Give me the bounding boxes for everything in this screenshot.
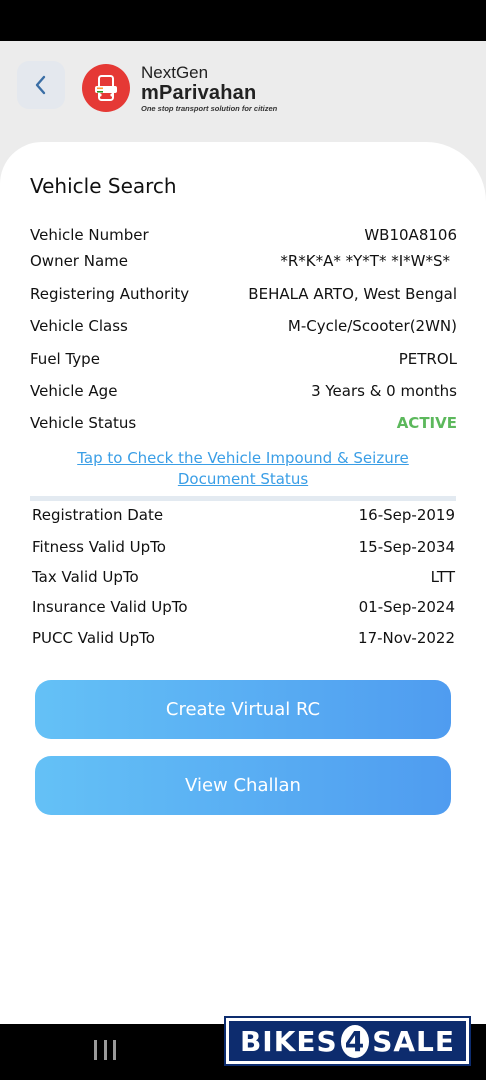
validity-row-tax [32,566,455,588]
detail-row-registering-authority [30,283,457,305]
validity-value: 15-Sep-2034 [358,538,455,556]
vehicle-search-card [0,142,486,1024]
brand-top: NextGen [141,63,209,82]
detail-value: BEHALA ARTO, West Bengal [248,285,457,303]
detail-label: Vehicle Class [30,317,128,335]
validity-label: Tax Valid UpTo [32,568,139,586]
validity-value: 16-Sep-2019 [358,506,455,524]
app-header [0,41,486,151]
brand-tagline: One stop transport solution for citizen [141,104,278,113]
detail-value: WB10A8106 [364,226,457,244]
mparivahan-logo-icon [82,64,130,112]
validity-label: Registration Date [32,506,164,524]
detail-value: M-Cycle/Scooter(2WN) [287,317,457,335]
watermark-text: BIKES 4 SALE [239,1024,456,1058]
validity-value: LTT [430,568,455,586]
detail-row-vehicle-age [30,380,457,402]
section-divider [30,496,456,501]
detail-row-fuel-type [30,348,457,370]
detail-label: Vehicle Age [30,382,118,400]
brand-main: mParivahan [141,82,257,104]
impound-check-link[interactable]: Tap to Check the Vehicle Impound & Seizure Document Status [77,449,409,488]
create-virtual-rc-button[interactable]: Create Virtual RC [35,680,451,739]
validity-row-fitness [32,536,455,558]
detail-row-vehicle-status [30,412,457,434]
recent-apps-icon[interactable] [94,1040,116,1062]
validity-row-pucc [32,627,455,649]
validity-row-insurance [32,596,455,618]
detail-label: Vehicle Number [30,226,149,244]
validity-label: Insurance Valid UpTo [32,598,188,616]
validity-row-registration-date [32,504,455,526]
back-button[interactable] [17,61,65,109]
validity-value: 01-Sep-2024 [358,598,455,616]
watermark-logo [226,1018,469,1064]
detail-label: Fuel Type [30,350,100,368]
detail-row-vehicle-class [30,315,457,337]
chevron-left-icon [32,73,50,97]
detail-value: 3 Years & 0 months [311,382,457,400]
detail-row-vehicle-number [30,224,457,246]
detail-label: Registering Authority [30,285,190,303]
detail-row-owner-name [30,250,450,272]
brand-block [141,63,277,114]
detail-label: Owner Name [30,252,128,270]
status-bar [0,0,486,41]
validity-value: 17-Nov-2022 [358,629,455,647]
detail-value: PETROL [398,350,457,368]
view-challan-button[interactable]: View Challan [35,756,451,815]
status-badge: ACTIVE [396,414,457,432]
validity-label: Fitness Valid UpTo [32,538,166,556]
detail-value: *R*K*A* *Y*T* *I*W*S* [280,252,450,270]
detail-label: Vehicle Status [30,414,137,432]
validity-label: PUCC Valid UpTo [32,629,155,647]
page-title: Vehicle Search [30,174,177,198]
